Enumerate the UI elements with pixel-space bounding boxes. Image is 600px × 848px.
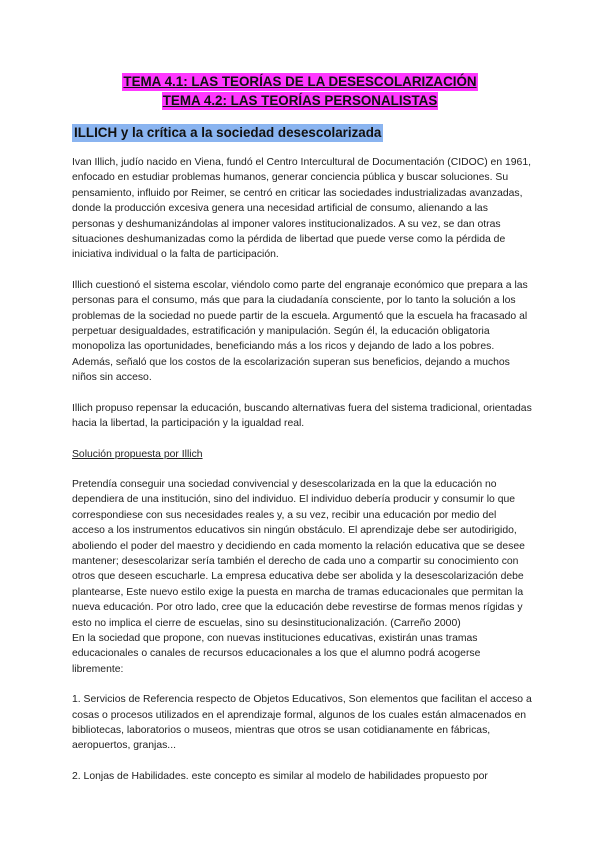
title-tema-4-1: TEMA 4.1: LAS TEORÍAS DE LA DESESCOLARIZACIÓN (123, 74, 477, 89)
paragraph: Pretendía conseguir una sociedad convivencial y desescolarizada en la que la educación no dependiera de una institución, sino del individuo. El individuo debería producir y consumir lo que correspondiese con sus necesidades reales y, a su vez, recibir una educación por medio del acceso a los instrumentos educativos sin ningún obstáculo. El aprendizaje debe ser autodirigido, aboliendo el poder del maestro y decidiendo en cada momento la relación educativa que se desee mantener; desescolarizar sería también el derecho de cada uno a compartir su conocimiento con otros que deseen escucharle. La empresa educativa debe ser abolida y la desescolarización debe plantearse, Este nuevo estilo exige la puesta en marcha de tramas educacionales que permitan la nueva educación. Por otro lado, cree que la educación debe revestirse de formas menos rígidas y esto no implica el cierre de escuelas, sino su desinstitucionalización. (Carreño 2000) (72, 478, 525, 629)
paragraph: Ivan Illich, judío nacido en Viena, fundó el Centro Intercultural de Documentación (CIDOC) en 1961, enfocado en estudiar problemas humanos, generar conciencia pública y buscar soluciones. Su pensamiento, influido por Reimer, se centró en criticar las sociedades industrializadas avanzadas, donde la producción excesiva genera una necesidad artificial de consumo, alienando a las personas y deshumanizándolas al imponer valores institucionalizados. A su vez, se dan otras situaciones deshumanizadas como la pérdida de libertad que puede verse como la pérdida de iniciativa individual o la falta de participación. (72, 157, 531, 261)
list-item: 2. Lonjas de Habilidades. este concepto es similar al modelo de habilidades propuesto por (72, 770, 488, 782)
body-text (72, 155, 532, 799)
paragraph: En la sociedad que propone, con nuevas instituciones educativas, existirán unas tramas educacionales o canales de recursos educacionales a los que el alumno podrá acogerse libremente: (72, 632, 481, 675)
title-block (0, 73, 600, 111)
title-tema-4-2: TEMA 4.2: LAS TEORÍAS PERSONALISTAS (162, 93, 438, 108)
subheading: Solución propuesta por Illich (72, 448, 203, 460)
paragraph: Illich propuso repensar la educación, buscando alternativas fuera del sistema tradicional, orientadas hacia la libertad, la participación y la igualdad real. (72, 402, 532, 430)
paragraph: Illich cuestionó el sistema escolar, viéndolo como parte del engranaje económico que prepara a las personas para el consumo, más que para la ciudadanía consciente, por lo tanto la solución a los problemas de la sociedad no puede partir de la escuela. Argumentó que la escuela ha fracasado al perpetuar desigualdades, estratificación y manipulación. Según él, la educación obligatoria monopoliza las oportunidades, beneficiando más a los ricos y dejando de lado a los pobres. Además, señaló que los costos de la escolarización superan sus beneficios, dejando a muchos niños sin acceso. (72, 279, 528, 384)
section-heading: ILLICH y la crítica a la sociedad desescolarizada (74, 125, 382, 140)
list-item: 1. Servicios de Referencia respecto de Objetos Educativos, Son elementos que facilitan el acceso a cosas o procesos utilizados en el aprendizaje formal, algunos de los cuales están almacenados en bibliotecas, laboratorios o museos, mientras que otros se usan cotidianamente en fábricas, aeropuertos, granjas... (72, 694, 532, 752)
